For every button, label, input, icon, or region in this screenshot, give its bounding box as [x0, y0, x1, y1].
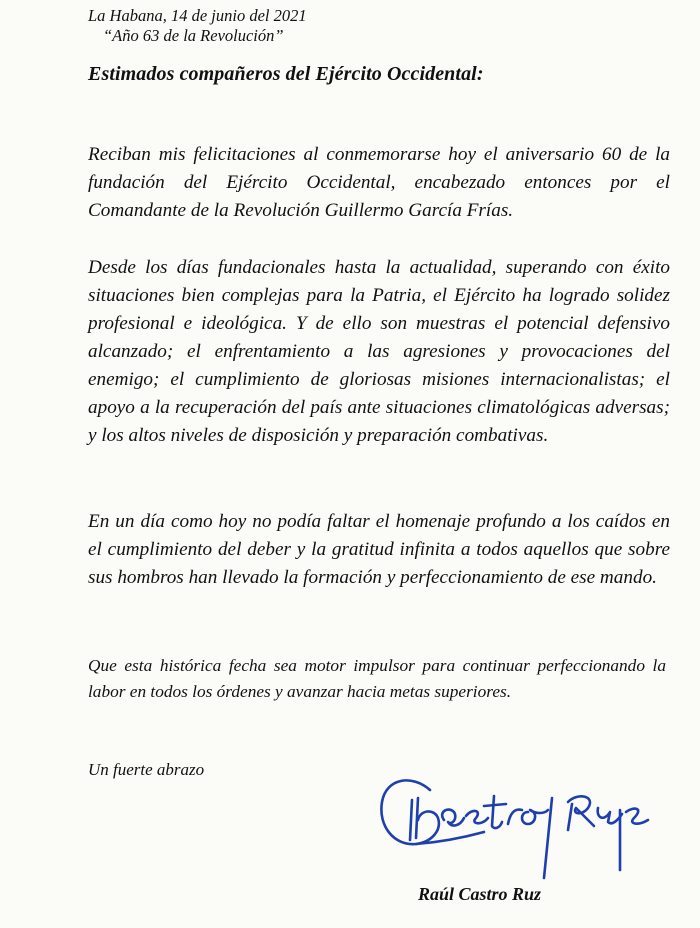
handwritten-signature [372, 760, 692, 890]
body-paragraph-3: En un día como hoy no podía faltar el homenaje profundo a los caídos en el cumplimiento del deber y la gratitud infinita a todos aquellos que sobre sus hombros han llevado la formación y perfeccionamiento de ese mando. [88, 511, 670, 588]
closing-line: Un fuerte abrazo [88, 760, 205, 779]
body-paragraph-1: Reciban mis felicitaciones al conmemorarse hoy el aniversario 60 de la fundación del Ejército Occidental, encabezado entonces por el Comandante de la Revolución Guillermo García Frías. [88, 144, 670, 221]
date-line: La Habana, 14 de junio del 2021 [88, 6, 307, 25]
body-paragraph-4: Que esta histórica fecha sea motor impulsor para continuar perfeccionando la labor en todos los órdenes y avanzar hacia metas superiores. [88, 656, 666, 701]
body-paragraph-2: Desde los días fundacionales hasta la actualidad, superando con éxito situaciones bien complejas para la Patria, el Ejército ha logrado solidez profesional e ideológica. Y de ello son muestras el potencial defensivo alcanzado; el enfrentamiento a las agresiones y provocaciones del enemigo; el cumplimiento de gloriosas misiones internacionalistas; el apoyo a la recuperación del país ante situaciones climatológicas adversas; y los altos niveles de disposición y preparación combativas. [88, 257, 670, 446]
signer-name: Raúl Castro Ruz [418, 884, 542, 904]
salutation: Estimados compañeros del Ejército Occidental: [88, 63, 484, 85]
year-motto: “Año 63 de la Revolución” [103, 26, 284, 45]
